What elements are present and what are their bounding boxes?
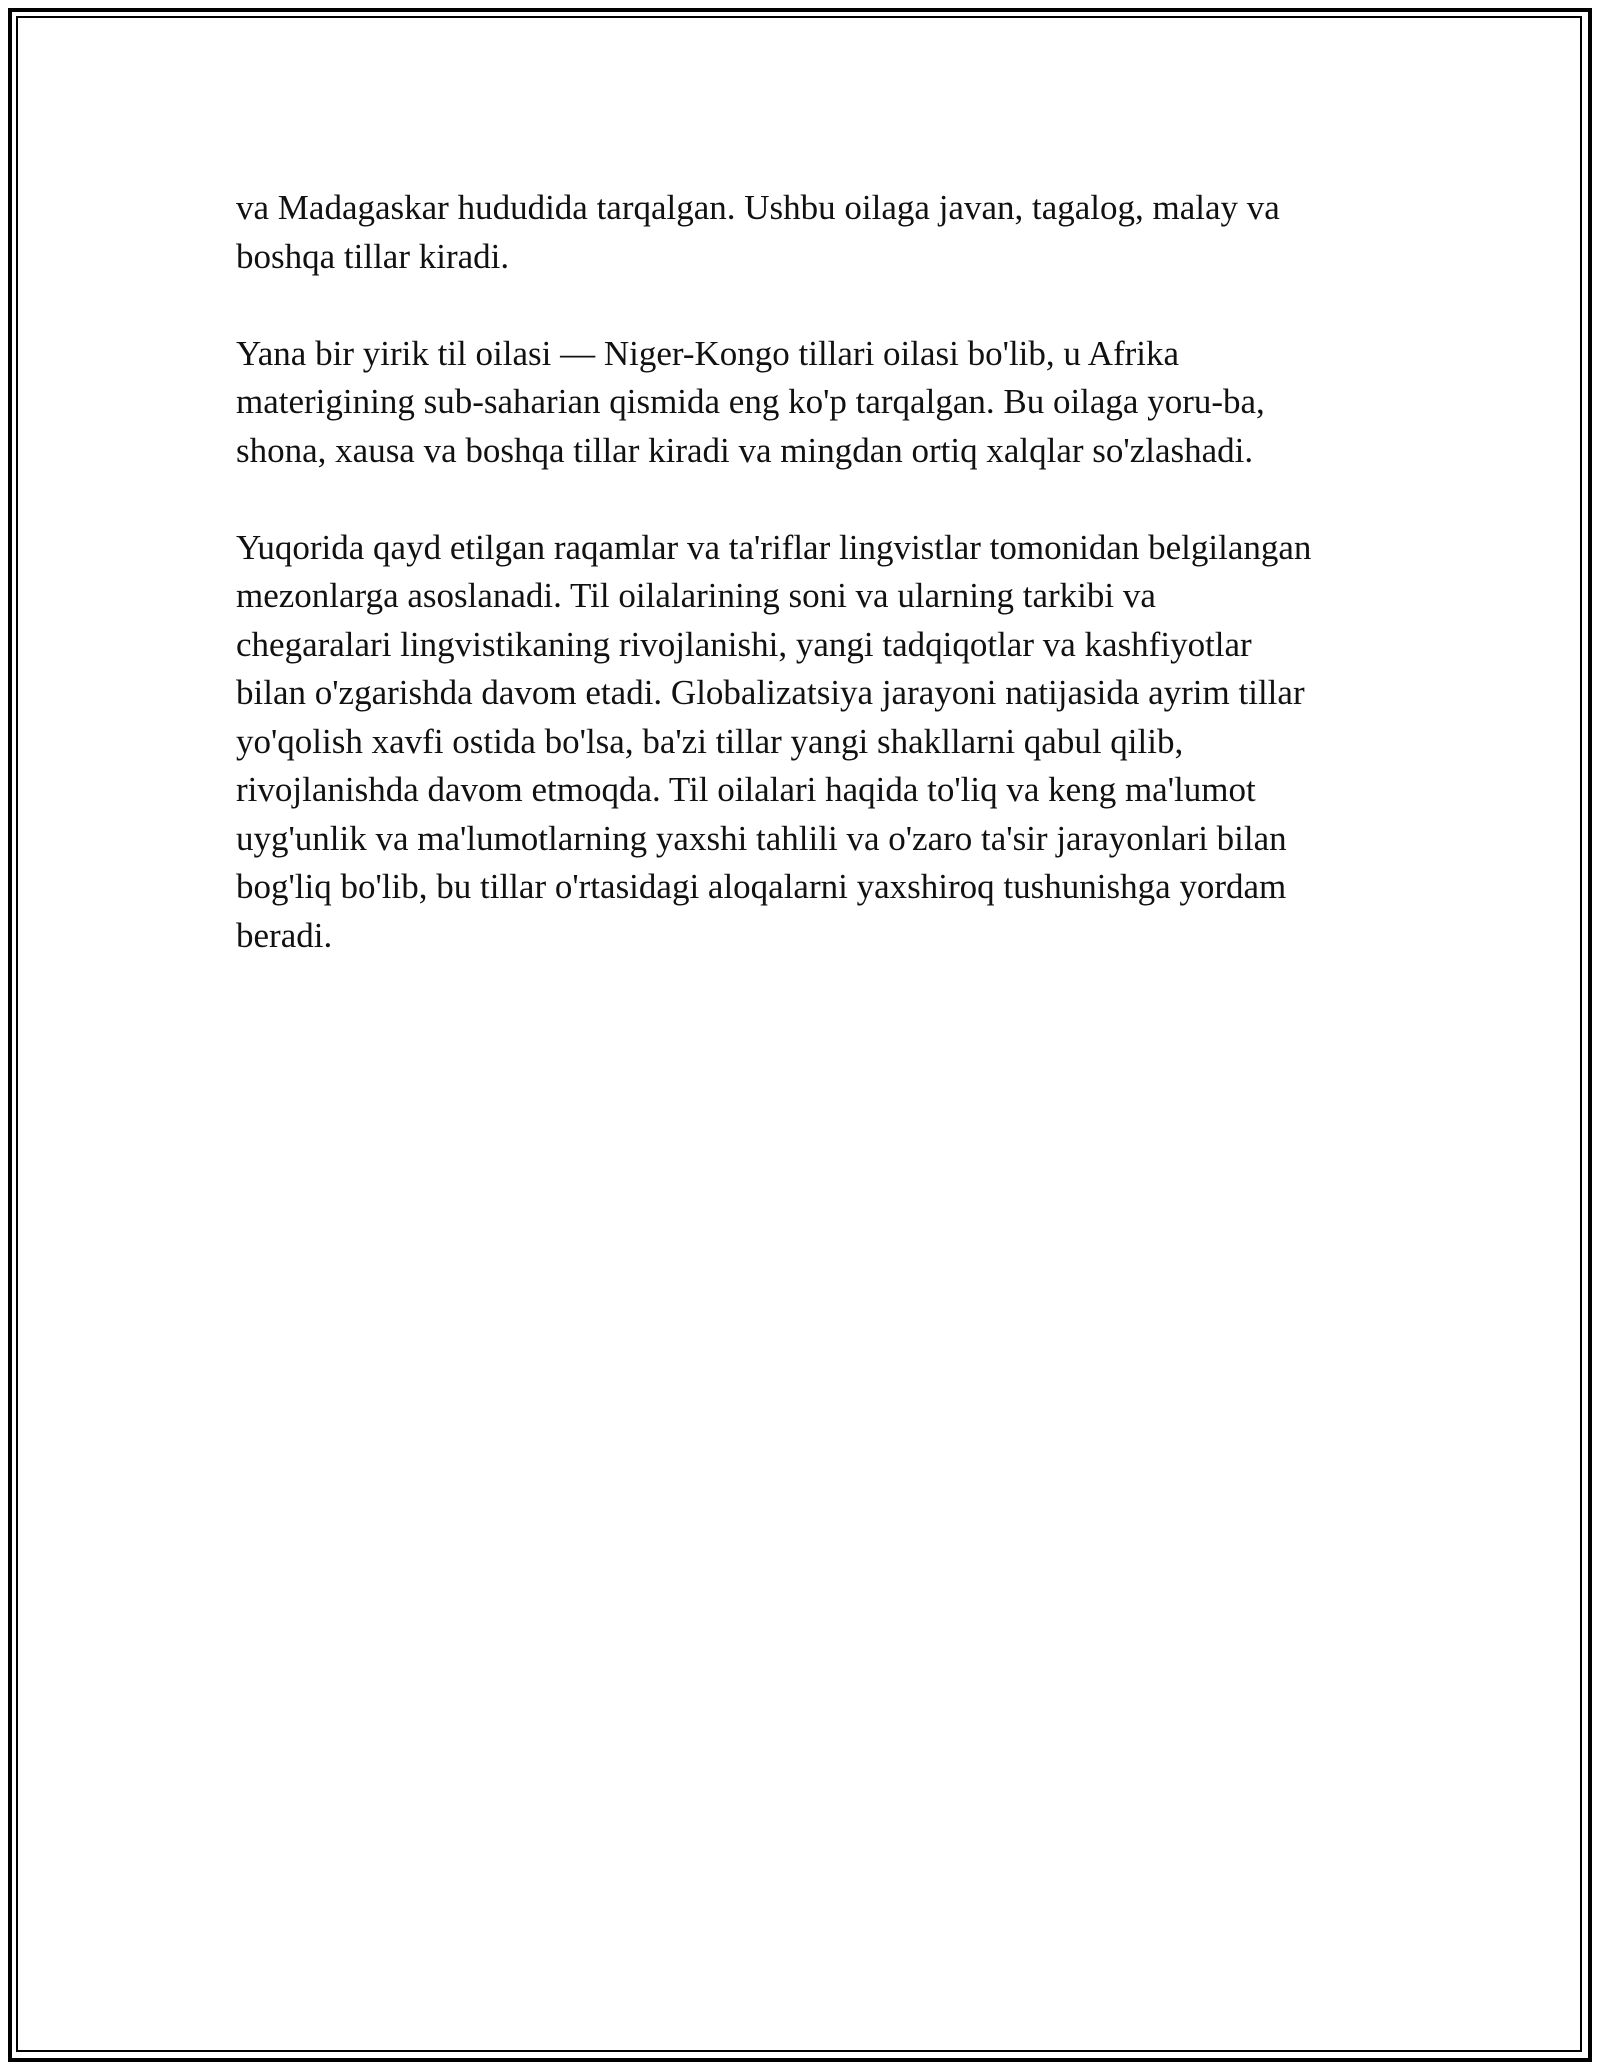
paragraph: Yana bir yirik til oilasi — Niger-Kongo tillari oilasi bo'lib, u Afrika materigining sub-saharian qismida eng ko'p tarqalgan. Bu oilaga yoru-ba, shona, xausa va boshqa tillar kiradi va mingdan ortiq xalqlar so'zlashadi. xyxy=(236,333,1265,470)
paragraph: Yuqorida qayd etilgan raqamlar va ta'riflar lingvistlar tomonidan belgilangan mezonlarga asoslanadi. Til oilalarining soni va ularning tarkibi va chegaralari lingvistikaning rivojlanishi, yangi tadqiqotlar va kashfiyotlar bilan o'zgarishda davom etadi. Globalizatsiya jarayoni natijasida ayrim tillar yo'qolish xavfi ostida bo'lsa, ba'zi tillar yangi shakllarni qabul qilib, rivojlanishda davom etmoqda. Til oilalari haqida to'liq va keng ma'lumot uyg'unlik va ma'lumotlarning yaxshi tahlili va o'zaro ta'sir jarayonlari bilan bog'liq bo'lib, bu tillar o'rtasidagi aloqalarni yaxshiroq tushunishga yordam beradi. xyxy=(236,527,1312,955)
paragraph: va Madagaskar hududida tarqalgan. Ushbu oilaga javan, tagalog, malay va boshqa tillar kiradi. xyxy=(236,188,1280,276)
page-body xyxy=(236,184,1376,1009)
